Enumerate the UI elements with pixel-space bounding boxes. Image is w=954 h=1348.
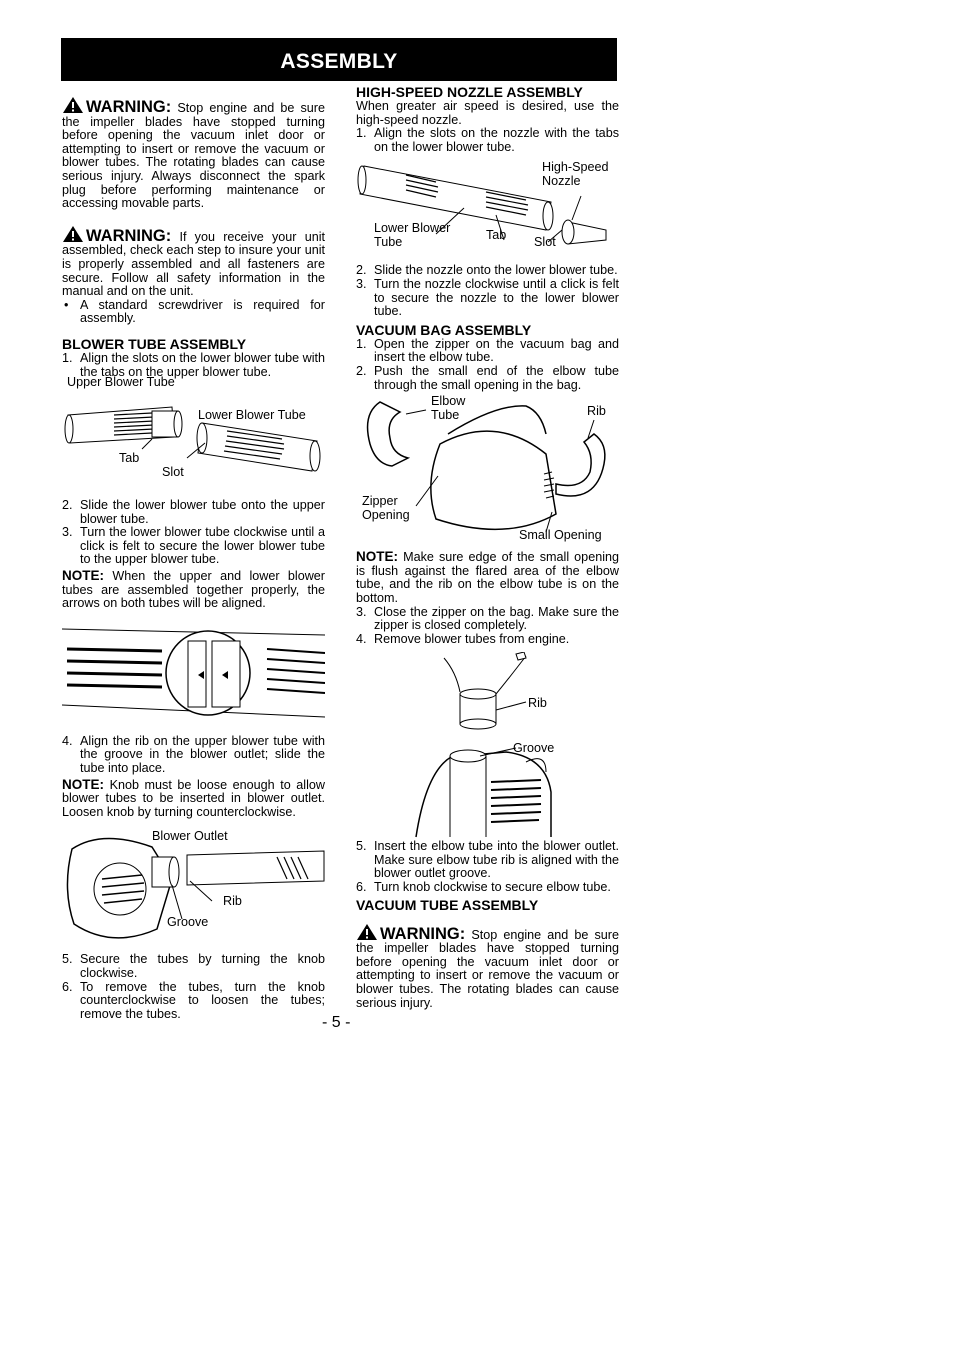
note-text-1: When the upper and lower blower tubes are assembled together properly, the arrows on both tubes will be aligned. <box>62 569 326 611</box>
nozzle-heading: HIGH-SPEED NOZZLE ASSEMBLY <box>356 84 583 100</box>
label-rib: Rib <box>223 894 242 909</box>
label-slot: Slot <box>534 235 556 250</box>
blower-step-5: 5. Secure the tubes by turning the knob clockwise. <box>62 952 325 980</box>
step-text: Secure the tubes by turning the knob clockwise. <box>80 952 325 980</box>
blower-steps-c <box>62 735 325 776</box>
step-text: Close the zipper on the bag. Make sure the zipper is closed completely. <box>374 604 619 633</box>
note-label-2: NOTE: <box>62 776 104 792</box>
warning-paragraph-3 <box>356 923 619 1011</box>
nozzle-intro: When greater air speed is desired, use the high-speed nozzle. <box>356 99 619 127</box>
warning-triangle-icon <box>62 96 84 114</box>
warning-label-2: WARNING: <box>86 226 172 245</box>
vacuum-step-2: 2. Push the small end of the elbow tube through the small opening in the bag. <box>356 363 619 392</box>
figure-blower-tubes <box>62 375 325 499</box>
vacuum-step-4: 4. Remove blower tubes from engine. <box>356 631 570 646</box>
note-paragraph-1 <box>62 569 325 611</box>
step-text: Push the small end of the elbow tube through the small opening in the bag. <box>374 363 619 392</box>
nozzle-steps-b <box>356 264 619 318</box>
label-tab: Tab <box>119 451 140 466</box>
nozzle-step-2: 2. Slide the nozzle onto the lower blower tube. <box>356 263 618 278</box>
note-paragraph-2 <box>62 778 325 820</box>
step-text: Turn the nozzle clockwise until a click is felt to secure the nozzle to the lower blower tube. <box>374 276 619 319</box>
blower-step-1: 1. Align the slots on the lower blower tube with the tabs on the upper blower tube. <box>62 350 326 379</box>
step-text: Turn knob clockwise to secure elbow tube. <box>374 880 611 895</box>
step-text: Align the rib on the upper blower tube with the groove in the blower outlet; slide the tube into place. <box>80 733 325 776</box>
warning-triangle-icon <box>62 225 84 243</box>
step-text: Slide the nozzle onto the lower blower tube. <box>374 263 618 278</box>
blower-tubes-illustration <box>62 381 325 499</box>
blower-steps-d <box>62 953 325 1021</box>
aligned-tubes-illustration <box>62 619 325 735</box>
label-elbow-tube: Elbow Tube <box>431 394 466 423</box>
vacuum-steps-a <box>356 338 619 392</box>
section-title: ASSEMBLY <box>280 50 398 73</box>
figure-elbow-insert <box>356 652 619 840</box>
step-text: Insert the elbow tube into the blower outlet. Make sure elbow tube rib is aligned with the blower outlet groove. <box>374 839 619 881</box>
nozzle-step-1: 1. Align the slots on the nozzle with the tabs on the lower blower tube. <box>356 126 619 154</box>
vacuum-steps-b <box>356 606 619 647</box>
step-text: Turn the lower blower tube clockwise until a click is felt to secure the lower blower tube to the upper blower tube. <box>80 525 325 567</box>
note-paragraph-3 <box>356 550 619 605</box>
page-number: - 5 - <box>322 1014 351 1031</box>
warning-label-1: WARNING: <box>86 98 172 116</box>
label-groove: Groove <box>513 741 555 756</box>
left-column <box>62 92 325 1021</box>
label-rib: Rib <box>587 404 606 419</box>
label-groove: Groove <box>167 915 209 930</box>
right-column <box>356 85 619 1010</box>
vacuum-step-5: 5. Insert the elbow tube into the blower outlet. Make sure elbow tube rib is aligned with the blower outlet groove. <box>356 839 619 881</box>
blower-tube-heading: BLOWER TUBE ASSEMBLY <box>62 335 247 352</box>
step-text: Align the slots on the lower blower tube with the tabs on the upper blower tube. <box>80 350 326 379</box>
nozzle-step-3: 3. Turn the nozzle clockwise until a click is felt to secure the nozzle to the lower blower tube. <box>356 276 619 319</box>
step-text: Open the zipper on the vacuum bag and insert the elbow tube. <box>374 336 619 365</box>
warning-paragraph-1 <box>62 96 325 211</box>
elbow-insert-illustration <box>356 652 619 840</box>
label-upper-blower-tube: Upper Blower Tube <box>67 375 175 390</box>
blower-outlet-illustration <box>62 829 325 951</box>
note-label-1: NOTE: <box>62 568 104 584</box>
label-zipper-opening: Zipper Opening <box>362 494 410 523</box>
blower-step-4: 4. Align the rib on the upper blower tube with the groove in the blower outlet; slide the tube into place. <box>62 733 325 776</box>
vacuum-step-6: 6. Turn knob clockwise to secure elbow tube. <box>356 880 611 895</box>
warning-text-1: Stop engine and be sure the impeller blades have stopped turning before opening the vacuum inlet door or attempting to insert or remove the vacuum or blower tubes. The rotating blades can cause serious injury. Always disconnect the spark plug before performing maintenance or accessing movable parts. <box>62 101 325 211</box>
blower-step-2: 2. Slide the lower blower tube onto the upper blower tube. <box>62 498 325 526</box>
bullet-text: A standard screwdriver is required for assembly. <box>80 297 325 326</box>
note-label-3: NOTE: <box>356 549 398 565</box>
blower-step-6: 6. To remove the tubes, turn the knob counterclockwise to loosen the tubes; remove the tubes. <box>62 979 325 1021</box>
vacuum-steps-c <box>356 840 619 894</box>
vacuum-bag-heading: VACUUM BAG ASSEMBLY <box>356 321 532 338</box>
vacuum-tube-heading: VACUUM TUBE ASSEMBLY <box>356 896 539 913</box>
vacuum-bag-illustration <box>356 394 619 550</box>
figure-blower-outlet <box>62 829 325 951</box>
warning-label-3: WARNING: <box>380 924 466 943</box>
nozzle-steps-a <box>356 127 619 154</box>
note-text-3: Make sure edge of the small opening is flush against the flared area of the elbow tube, and the rib on the elbow tube is on the bottom. <box>356 550 620 605</box>
figure-high-speed-nozzle <box>356 160 619 264</box>
vacuum-step-3: 3. Close the zipper on the bag. Make sure the zipper is closed completely. <box>356 604 619 633</box>
warning-text-2: If you receive your unit assembled, check each step to insure your unit is properly assembled and all fasteners are secure. Follow all safety information in the manual and on the unit. <box>62 229 326 299</box>
warning-text-3: Stop engine and be sure the impeller blades have stopped turning before opening the vacuum inlet door or attempting to insert or remove the vacuum or blower tubes. The rotating blades can cause serious injury. <box>356 927 619 1010</box>
screwdriver-bullet: • A standard screwdriver is required for assembly. <box>64 297 325 326</box>
blower-steps-b <box>62 499 325 567</box>
figure-vacuum-bag <box>356 394 619 550</box>
label-small-opening: Small Opening <box>519 528 602 543</box>
label-high-speed-nozzle: High-Speed Nozzle <box>542 160 609 189</box>
section-title-banner <box>61 38 617 81</box>
step-text: Align the slots on the nozzle with the tabs on the lower blower tube. <box>374 126 619 154</box>
label-tab: Tab <box>486 228 507 243</box>
label-rib: Rib <box>528 696 547 711</box>
step-text: Slide the lower blower tube onto the upper blower tube. <box>80 498 325 526</box>
warning-triangle-icon <box>356 923 378 941</box>
note-text-2: Knob must be loose enough to allow blower tubes to be inserted in blower outlet. Loosen knob by turning counterclockwise. <box>62 777 326 819</box>
label-slot: Slot <box>162 465 184 480</box>
warning-paragraph-2 <box>62 225 325 299</box>
label-lower-blower-tube: Lower Blower Tube <box>374 221 451 250</box>
label-blower-outlet: Blower Outlet <box>152 829 228 844</box>
label-lower-blower-tube: Lower Blower Tube <box>198 408 306 423</box>
vacuum-step-1: 1. Open the zipper on the vacuum bag and insert the elbow tube. <box>356 336 619 365</box>
step-text: Remove blower tubes from engine. <box>374 631 570 646</box>
figure-arrows-aligned <box>62 619 325 735</box>
blower-step-3: 3. Turn the lower blower tube clockwise until a click is felt to secure the lower blower tube to the upper blower tube. <box>62 525 325 567</box>
step-text: To remove the tubes, turn the knob counterclockwise to loosen the tubes; remove the tubes. <box>80 979 325 1021</box>
